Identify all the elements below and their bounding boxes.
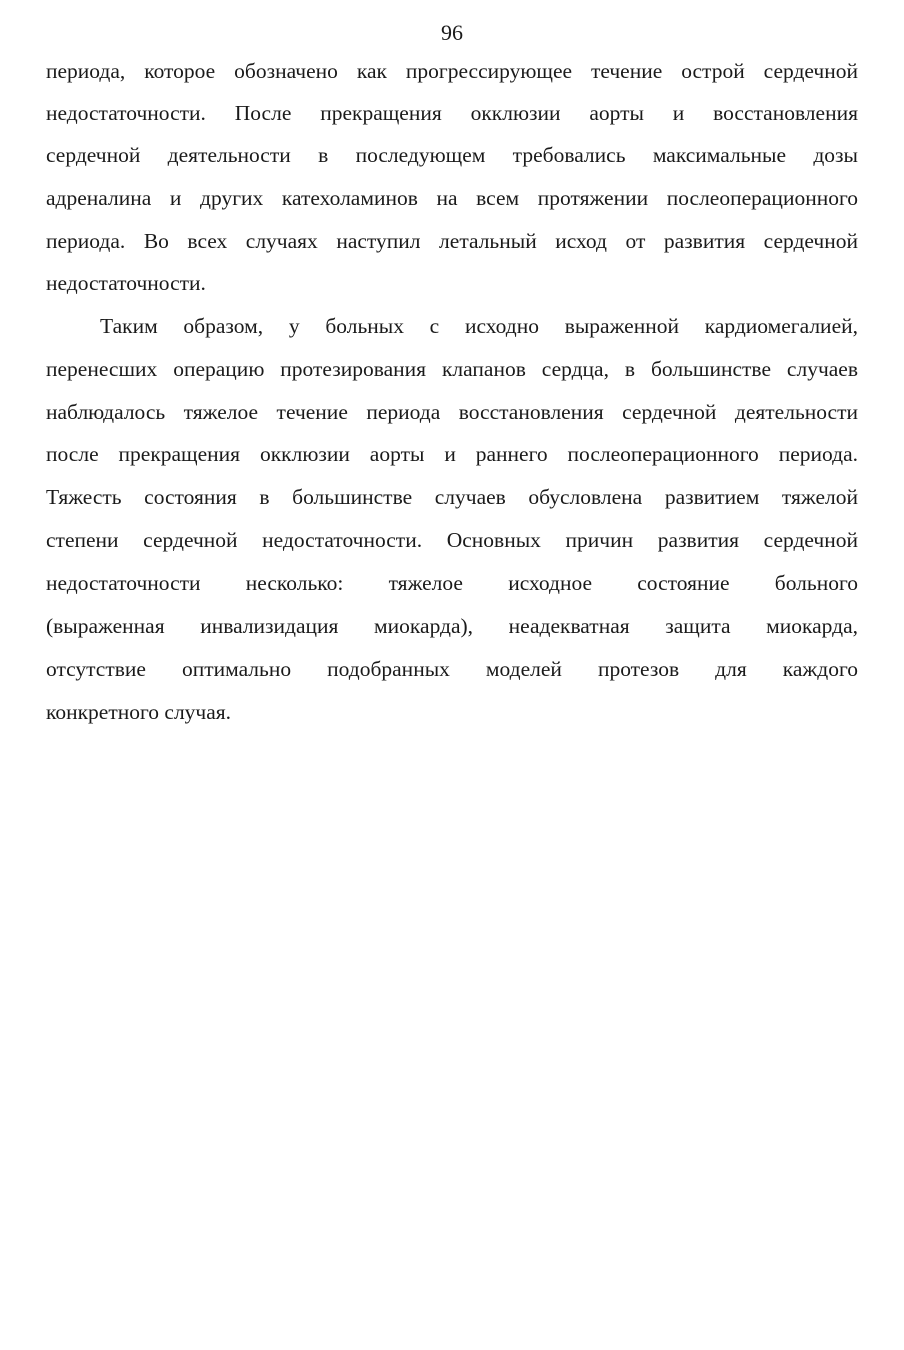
text-line: недостаточности. [46,271,206,295]
text-line: перенесших операцию протезирования клапанов сердца, в большинстве случаев [46,357,858,381]
text-line: периода. Во всех случаях наступил летальный исход от развития сердечной [46,229,858,253]
text-line: конкретного случая. [46,700,232,724]
text-line: отсутствие оптимально подобранных моделей протезов для каждого [46,657,858,681]
text-line: адреналина и других катехоламинов на всем протяжении послеоперационного [46,186,858,210]
text-line: после прекращения окклюзии аорты и раннего послеоперационного периода. [46,442,858,466]
text-line: недостаточности несколько: тяжелое исходное состояние больного [46,571,858,595]
text-line: недостаточности. После прекращения окклюзии аорты и восстановления [46,101,858,125]
text-line: периода, которое обозначено как прогрессирующее течение острой сердечной [46,59,858,83]
text-line: наблюдалось тяжелое течение периода восстановления сердечной деятельности [46,400,858,424]
text-line: сердечной деятельности в последующем требовались максимальные дозы [46,143,858,167]
text-line: степени сердечной недостаточности. Основных причин развития сердечной [46,528,858,552]
text-line: Таким образом, у больных с исходно выраженной кардиомегалией, [100,314,858,338]
text-line: Тяжесть состояния в большинстве случаев обусловлена развитием тяжелой [46,485,858,509]
text-line: (выраженная инвализидация миокарда), неадекватная защита миокарда, [46,614,858,638]
page-number: 96 [441,20,463,45]
